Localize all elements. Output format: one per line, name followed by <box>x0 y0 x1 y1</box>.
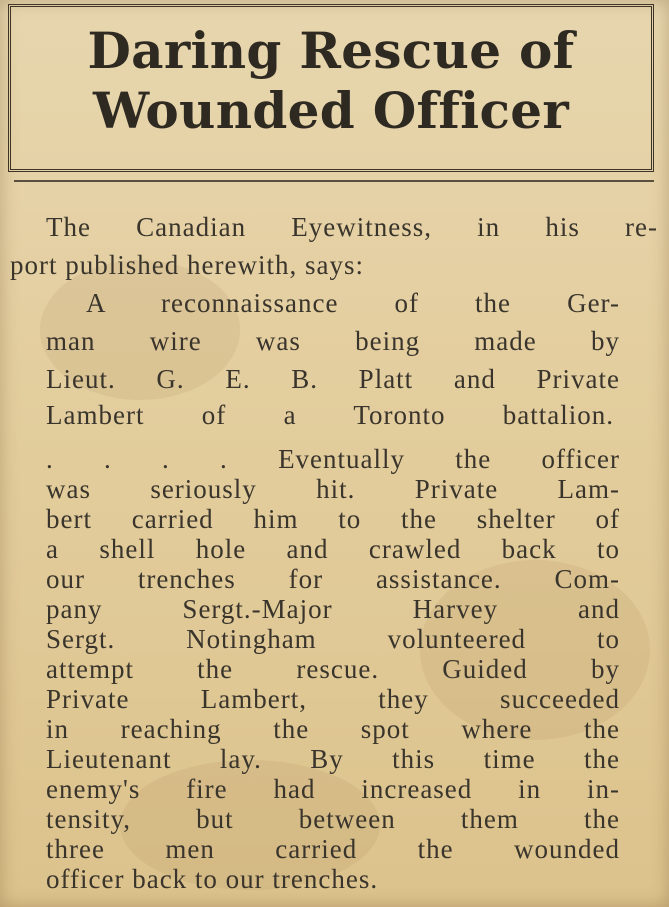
body-line: man wire was being made by <box>46 326 620 356</box>
body-line: A reconnaissance of the Ger- <box>86 288 620 318</box>
headline <box>11 21 651 141</box>
body-line: pany Sergt.-Major Harvey and <box>46 594 620 624</box>
body-line: in reaching the spot where the <box>46 714 620 744</box>
body-line: Lieutenant lay. By this time the <box>46 744 620 774</box>
body-line: was seriously hit. Private Lam- <box>46 474 620 504</box>
body-line: The Canadian Eyewitness, in his re- <box>46 212 658 242</box>
body-line: tensity, but between them the <box>46 804 620 834</box>
body-line: attempt the rescue. Guided by <box>46 654 620 684</box>
headline-line-2: Wounded Officer <box>93 81 569 140</box>
body-line: Lambert of a Toronto battalion. <box>46 400 614 430</box>
body-line: port published herewith, says: <box>10 250 364 280</box>
body-line: bert carried him to the shelter of <box>46 504 620 534</box>
body-line: Private Lambert, they succeeded <box>46 684 620 714</box>
body-line: our trenches for assistance. Com- <box>46 564 620 594</box>
headline-line-1: Daring Rescue of <box>87 21 575 80</box>
body-line: enemy's fire had increased in in- <box>46 774 620 804</box>
section-divider <box>14 180 654 182</box>
headline-box <box>8 4 654 172</box>
body-line: officer back to our trenches. <box>46 864 379 894</box>
body-line: Lieut. G. E. B. Platt and Private <box>46 364 620 394</box>
body-line: three men carried the wounded <box>46 834 620 864</box>
body-line: Sergt. Notingham volunteered to <box>46 624 620 654</box>
body-line: . . . . Eventually the officer <box>46 444 620 474</box>
body-line: a shell hole and crawled back to <box>46 534 620 564</box>
